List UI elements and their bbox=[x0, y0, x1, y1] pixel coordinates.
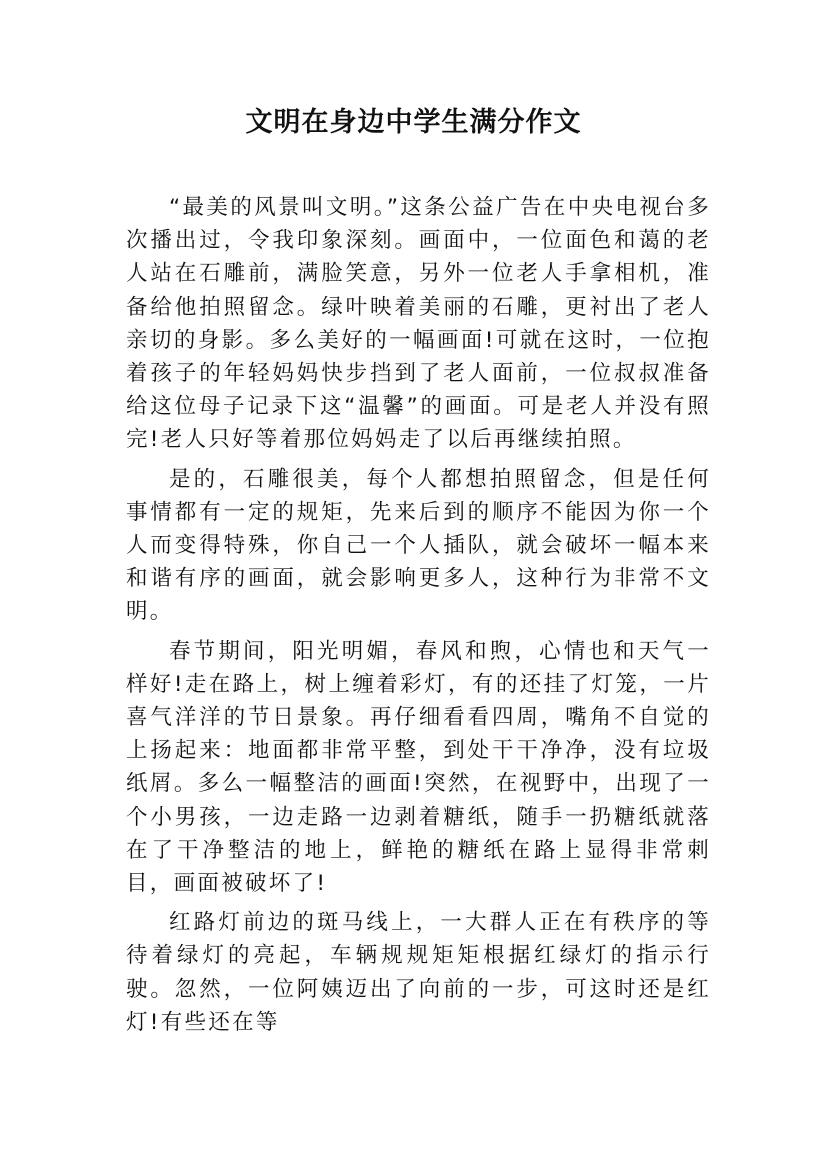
document-body bbox=[126, 191, 711, 1045]
paragraph-4: 红路灯前边的斑马线上，一大群人正在有秩序的等待着绿灯的亮起，车辆规规矩矩根据红绿灯的指示行驶。忽然，一位阿姨迈出了向前的一步，可这时还是红灯!有些还在等 bbox=[126, 910, 711, 1035]
paragraph-1: “最美的风景叫文明。”这条公益广告在中央电视台多次播出过，令我印象深刻。画面中，一位面色和蔼的老人站在石雕前，满脸笑意，另外一位老人手拿相机，准备给他拍照留念。绿叶映着美丽的石雕，更衬出了老人亲切的身影。多么美好的一幅画面!可就在这时，一位抱着孩子的年轻妈妈快步挡到了老人面前，一位叔叔准备给这位母子记录下这“温馨”的画面。可是老人并没有照完!老人只好等着那位妈妈走了以后再继续拍照。 bbox=[126, 195, 711, 453]
paragraph-3: 春节期间，阳光明媚，春风和煦，心情也和天气一样好!走在路上，树上缠着彩灯，有的还挂了灯笼，一片喜气洋洋的节日景象。再仔细看看四周，嘴角不自觉的上扬起来：地面都非常平整，到处干干净净，没有垃圾纸屑。多么一幅整洁的画面!突然，在视野中，出现了一个小男孩，一边走路一边剥着糖纸，随手一扔糖纸就落在了干净整洁的地上，鲜艳的糖纸在路上显得非常刺目，画面被破坏了! bbox=[126, 638, 711, 897]
document-title: 文明在身边中学生满分作文 bbox=[245, 107, 582, 138]
paragraph-2: 是的，石雕很美，每个人都想拍照留念，但是任何事情都有一定的规矩，先来后到的顺序不能因为你一个人而变得特殊，你自己一个人插队，就会破坏一幅本来和谐有序的画面，就会影响更多人，这种行为非常不文明。 bbox=[126, 466, 711, 625]
